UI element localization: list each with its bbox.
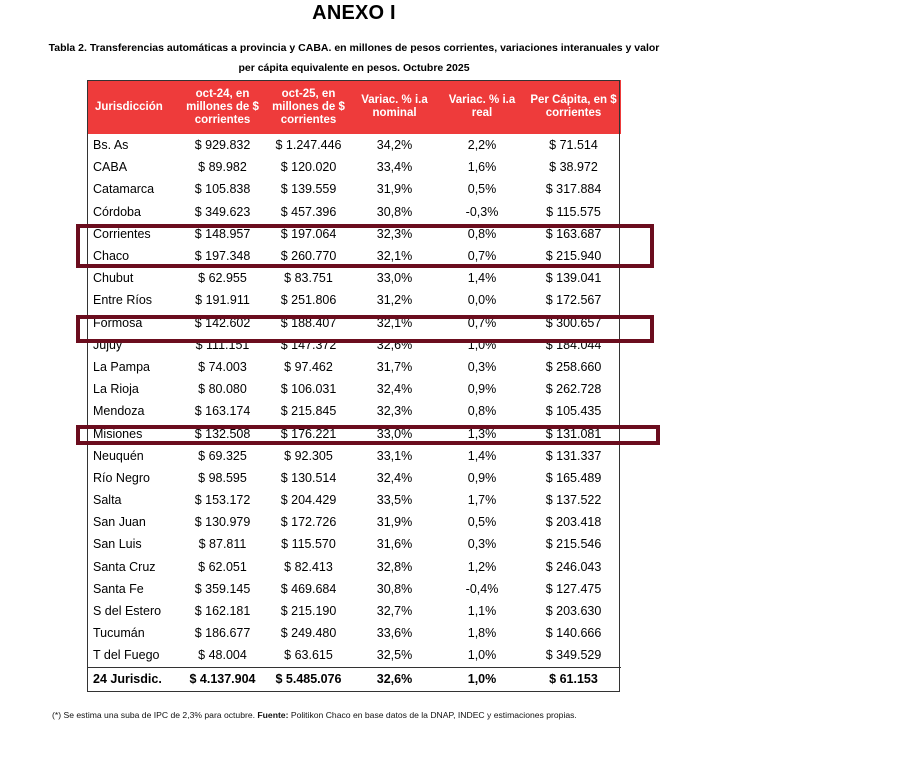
cell-per-capita: $ 215.940 <box>545 249 602 264</box>
cell-jurisdiccion: Formosa <box>93 315 143 330</box>
page-title: ANEXO I <box>312 2 396 24</box>
cell-jurisdiccion: Tucumán <box>93 626 145 641</box>
cell-var-nominal: 31,9% <box>376 515 413 530</box>
cell-jurisdiccion: S del Estero <box>93 604 162 619</box>
cell-jurisdiccion: Mendoza <box>93 404 145 419</box>
cell-oct24: $ 62.955 <box>198 271 247 286</box>
cell-jurisdiccion: Catamarca <box>93 182 155 197</box>
cell-var-real: 0,9% <box>467 382 497 397</box>
table-row <box>87 600 621 622</box>
table-row <box>87 289 621 311</box>
cell-var-nominal: 32,6% <box>376 337 413 352</box>
total-cell-oct24: $ 4.137.904 <box>179 667 266 690</box>
cell-oct25: $ 188.407 <box>280 315 337 330</box>
cell-var-real: 0,9% <box>467 470 497 485</box>
cell-var-nominal: 32,1% <box>376 315 413 330</box>
cell-oct24: $ 191.911 <box>195 293 250 308</box>
table-row <box>87 134 621 156</box>
cell-oct25: $ 92.305 <box>284 448 333 463</box>
cell-per-capita: $ 215.546 <box>545 537 602 552</box>
cell-var-nominal: 32,4% <box>376 382 413 397</box>
cell-oct24: $ 89.982 <box>198 160 247 175</box>
cell-var-real: 1,7% <box>467 493 497 508</box>
cell-oct24: $ 48.004 <box>198 648 247 663</box>
cell-jurisdiccion: San Juan <box>93 515 146 530</box>
cell-per-capita: $ 300.657 <box>545 315 602 330</box>
cell-var-nominal: 33,6% <box>376 626 413 641</box>
transfers-table <box>87 80 621 690</box>
cell-oct24: $ 62.051 <box>198 559 247 574</box>
cell-oct24: $ 197.348 <box>194 249 251 264</box>
header-jurisdiccion: Jurisdicción <box>87 80 179 134</box>
table-row <box>87 245 621 267</box>
cell-var-nominal: 31,2% <box>376 293 413 308</box>
cell-var-nominal: 33,4% <box>376 160 413 175</box>
cell-jurisdiccion: Santa Fe <box>93 581 144 596</box>
header-var-nominal: Variac. % i.a nominal <box>351 80 438 134</box>
total-cell-var-real: 1,0% <box>438 667 526 690</box>
cell-per-capita: $ 127.475 <box>545 581 602 596</box>
cell-var-nominal: 30,8% <box>376 581 413 596</box>
cell-per-capita: $ 163.687 <box>545 226 602 241</box>
cell-oct25: $ 106.031 <box>280 382 337 397</box>
cell-var-real: 0,7% <box>467 315 497 330</box>
table-row <box>87 223 621 245</box>
cell-oct25: $ 139.559 <box>280 182 337 197</box>
header-oct24: oct-24, en millones de $ corrientes <box>179 80 266 134</box>
cell-var-nominal: 33,1% <box>376 448 413 463</box>
table-row <box>87 378 621 400</box>
cell-oct25: $ 251.806 <box>280 293 337 308</box>
cell-var-real: 1,4% <box>467 448 497 463</box>
cell-oct25: $ 1.247.446 <box>275 138 342 153</box>
cell-var-nominal: 31,7% <box>376 359 413 374</box>
cell-oct25: $ 147.372 <box>280 337 337 352</box>
cell-oct24: $ 163.174 <box>194 404 251 419</box>
cell-var-real: 1,0% <box>467 337 497 352</box>
cell-oct25: $ 215.845 <box>280 404 337 419</box>
cell-per-capita: $ 165.489 <box>545 470 602 485</box>
table-row <box>87 356 621 378</box>
cell-jurisdiccion: Jujuy <box>93 337 123 352</box>
cell-oct24: $ 132.508 <box>194 426 251 441</box>
table-row <box>87 400 621 422</box>
cell-var-nominal: 32,3% <box>376 404 413 419</box>
cell-oct24: $ 148.957 <box>194 226 251 241</box>
cell-var-nominal: 34,2% <box>376 138 413 153</box>
cell-var-real: 0,8% <box>467 226 497 241</box>
cell-var-nominal: 33,0% <box>376 426 413 441</box>
header-var-real: Variac. % i.a real <box>438 80 526 134</box>
cell-jurisdiccion: Chubut <box>93 271 134 286</box>
cell-jurisdiccion: San Luis <box>93 537 142 552</box>
table-row <box>87 622 621 644</box>
cell-var-real: 0,3% <box>467 359 497 374</box>
cell-per-capita: $ 38.972 <box>549 160 598 175</box>
cell-per-capita: $ 140.666 <box>545 626 602 641</box>
cell-oct25: $ 83.751 <box>284 271 333 286</box>
cell-var-nominal: 33,0% <box>376 271 413 286</box>
cell-var-real: 0,3% <box>467 537 497 552</box>
cell-oct24: $ 111.151 <box>195 337 250 352</box>
cell-jurisdiccion: Santa Cruz <box>93 559 156 574</box>
table-row <box>87 467 621 489</box>
cell-jurisdiccion: Chaco <box>93 249 130 264</box>
cell-oct24: $ 69.325 <box>198 448 247 463</box>
cell-per-capita: $ 115.575 <box>546 204 601 219</box>
cell-oct25: $ 130.514 <box>280 470 337 485</box>
cell-oct24: $ 349.623 <box>194 204 251 219</box>
cell-var-nominal: 32,1% <box>376 249 413 264</box>
cell-var-real: -0,3% <box>465 204 499 219</box>
table-row <box>87 267 621 289</box>
cell-jurisdiccion: T del Fuego <box>93 648 160 663</box>
table-row <box>87 511 621 533</box>
cell-var-nominal: 32,4% <box>376 470 413 485</box>
cell-per-capita: $ 131.081 <box>545 426 602 441</box>
cell-per-capita: $ 105.435 <box>545 404 602 419</box>
cell-jurisdiccion: Bs. As <box>93 138 129 153</box>
cell-var-real: 1,3% <box>467 426 497 441</box>
table-row <box>87 178 621 200</box>
cell-per-capita: $ 349.529 <box>545 648 602 663</box>
cell-per-capita: $ 203.418 <box>545 515 602 530</box>
header-oct25: oct-25, en millones de $ corrientes <box>266 80 351 134</box>
cell-oct24: $ 87.811 <box>198 537 247 552</box>
cell-per-capita: $ 139.041 <box>545 271 602 286</box>
total-cell-jurisdiccion: 24 Jurisdic. <box>87 667 179 690</box>
total-cell-var-nominal: 32,6% <box>351 667 438 690</box>
caption-line-1: Tabla 2. Transferencias automáticas a provincia y CABA. en millones de pesos corrientes, variaciones interanuales y valor <box>48 42 660 54</box>
cell-oct25: $ 172.726 <box>280 515 337 530</box>
table-row <box>87 489 621 511</box>
cell-var-nominal: 32,5% <box>376 648 413 663</box>
cell-oct25: $ 249.480 <box>280 626 337 641</box>
cell-jurisdiccion: Misiones <box>93 426 143 441</box>
cell-per-capita: $ 258.660 <box>545 359 602 374</box>
cell-oct25: $ 115.570 <box>281 537 336 552</box>
cell-oct25: $ 97.462 <box>284 359 333 374</box>
total-cell-per-capita: $ 61.153 <box>526 667 621 690</box>
cell-oct25: $ 204.429 <box>280 493 337 508</box>
cell-per-capita: $ 172.567 <box>545 293 602 308</box>
cell-jurisdiccion: La Pampa <box>93 359 150 374</box>
cell-oct25: $ 176.221 <box>280 426 337 441</box>
cell-var-real: 1,8% <box>467 626 497 641</box>
cell-var-nominal: 32,3% <box>376 226 413 241</box>
cell-per-capita: $ 262.728 <box>545 382 602 397</box>
cell-oct24: $ 98.595 <box>198 470 247 485</box>
header-per-capita: Per Cápita, en $ corrientes <box>526 80 621 134</box>
cell-oct24: $ 80.080 <box>198 382 247 397</box>
cell-var-nominal: 30,8% <box>376 204 413 219</box>
cell-per-capita: $ 203.630 <box>545 604 602 619</box>
table-row <box>87 533 621 555</box>
cell-oct25: $ 469.684 <box>280 581 337 596</box>
cell-oct25: $ 82.413 <box>284 559 333 574</box>
cell-jurisdiccion: Salta <box>93 493 122 508</box>
table-row <box>87 578 621 600</box>
cell-jurisdiccion: Córdoba <box>93 204 141 219</box>
cell-oct24: $ 162.181 <box>194 604 251 619</box>
cell-oct25: $ 197.064 <box>280 226 337 241</box>
cell-var-real: 0,5% <box>467 515 497 530</box>
cell-jurisdiccion: Corrientes <box>93 226 151 241</box>
cell-jurisdiccion: La Rioja <box>93 382 139 397</box>
cell-var-real: 2,2% <box>467 138 497 153</box>
cell-per-capita: $ 317.884 <box>545 182 602 197</box>
cell-oct25: $ 260.770 <box>280 249 337 264</box>
cell-var-nominal: 33,5% <box>376 493 413 508</box>
cell-var-real: 1,0% <box>467 648 497 663</box>
cell-oct24: $ 130.979 <box>194 515 251 530</box>
cell-per-capita: $ 137.522 <box>545 493 602 508</box>
cell-oct24: $ 186.677 <box>194 626 251 641</box>
cell-oct24: $ 74.003 <box>198 359 247 374</box>
cell-per-capita: $ 71.514 <box>549 138 598 153</box>
footnote <box>52 710 577 720</box>
cell-var-real: 0,7% <box>467 249 497 264</box>
table-row <box>87 445 621 467</box>
footnote-source-text: Politikon Chaco en base datos de la DNAP, INDEC y estimaciones propias. <box>290 710 577 720</box>
cell-per-capita: $ 184.044 <box>545 337 602 352</box>
cell-oct24: $ 929.832 <box>194 138 251 153</box>
cell-oct25: $ 120.020 <box>280 160 337 175</box>
cell-var-real: 0,0% <box>467 293 497 308</box>
footnote-note: (*) Se estima una suba de IPC de 2,3% para octubre. <box>52 710 256 720</box>
cell-var-nominal: 31,9% <box>376 182 413 197</box>
caption-line-2: per cápita equivalente en pesos. Octubre 2025 <box>238 62 470 74</box>
cell-oct24: $ 359.145 <box>194 581 251 596</box>
cell-oct25: $ 63.615 <box>284 648 333 663</box>
cell-jurisdiccion: CABA <box>93 160 128 175</box>
table-row <box>87 156 621 178</box>
table-row <box>87 556 621 578</box>
table-total-row <box>87 667 621 690</box>
cell-oct24: $ 105.838 <box>194 182 251 197</box>
table-caption <box>30 38 678 78</box>
table-row <box>87 422 621 444</box>
cell-var-nominal: 31,6% <box>376 537 413 552</box>
total-cell-oct25: $ 5.485.076 <box>266 667 351 690</box>
cell-jurisdiccion: Neuquén <box>93 448 144 463</box>
cell-var-nominal: 32,8% <box>376 559 413 574</box>
cell-var-real: 0,8% <box>467 404 497 419</box>
cell-var-nominal: 32,7% <box>376 604 413 619</box>
footnote-source-label: Fuente: <box>257 710 289 720</box>
cell-oct24: $ 142.602 <box>194 315 251 330</box>
table-header-row <box>87 80 621 134</box>
cell-jurisdiccion: Entre Ríos <box>93 293 153 308</box>
cell-var-real: 1,1% <box>467 604 497 619</box>
table-row <box>87 334 621 356</box>
table-row <box>87 201 621 223</box>
cell-oct25: $ 215.190 <box>280 604 337 619</box>
cell-jurisdiccion: Río Negro <box>93 470 150 485</box>
cell-var-real: 1,6% <box>467 160 497 175</box>
table-row <box>87 644 621 667</box>
cell-var-real: 1,4% <box>467 271 497 286</box>
cell-oct25: $ 457.396 <box>280 204 337 219</box>
cell-oct24: $ 153.172 <box>194 493 251 508</box>
cell-per-capita: $ 246.043 <box>545 559 602 574</box>
table-row <box>87 312 621 334</box>
cell-var-real: 0,5% <box>467 182 497 197</box>
cell-var-real: -0,4% <box>465 581 499 596</box>
cell-var-real: 1,2% <box>467 559 497 574</box>
cell-per-capita: $ 131.337 <box>545 448 602 463</box>
